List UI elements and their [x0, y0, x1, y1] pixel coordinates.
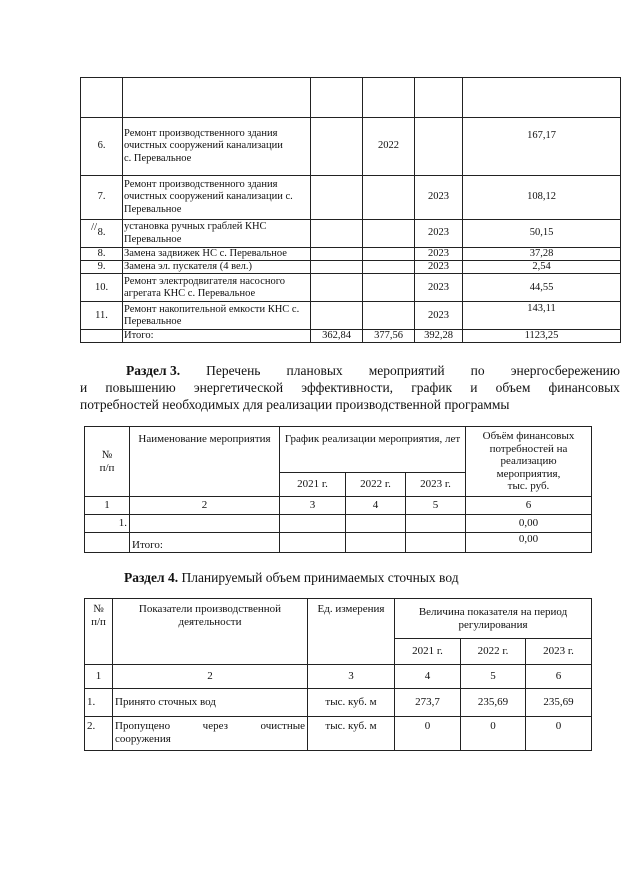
table-row: // 8. установка ручных граблей КНС Перевальное 2023 50,15	[81, 220, 621, 248]
section-4-heading: Раздел 4. Планируемый объем принимаемых сточных вод	[124, 570, 459, 585]
table-header-row: № п/п Показатели производственной деятельности Ед. измерения Величина показателя на период регулирования	[85, 599, 592, 639]
section-3-line3: потребностей необходимых для реализации производственной программы	[80, 397, 510, 412]
table-row: 7. Ремонт производственного здания очистных сооружений канализации с. Перевальное 2023 108,12	[81, 176, 621, 220]
table-header-years: 2021 г. 2022 г. 2023 г.	[85, 639, 592, 665]
table-row: 1. Принято сточных вод тыс. куб. м 273,7 235,69 235,69	[85, 689, 592, 717]
table-row: 9. Замена эл. пускателя (4 вел.) 2023 2,54	[81, 261, 621, 274]
table-row: 10. Ремонт электродвигателя насосного агрегата КНС с. Перевальное 2023 44,55	[81, 274, 621, 302]
section-3-line1: Раздел 3. Перечень плановых мероприятий по энергосбережению	[126, 363, 620, 378]
table-wastewater	[84, 598, 592, 751]
table-energy-measures	[84, 426, 592, 553]
table-colnum-row: 1 2 3 4 5 6	[85, 665, 592, 689]
table-repairs	[80, 77, 621, 343]
table-row: 2. Пропущено через очистные сооружения тыс. куб. м 0 0 0	[85, 717, 592, 751]
section-3-heading	[80, 362, 620, 413]
table-header-row: № п/п Наименование мероприятия График реализации мероприятия, лет Объём финансовых потребностей на реализацию мероприятия, тыс. руб.	[85, 427, 592, 473]
table-colnum-row: 1 2 3 4 5 6	[85, 497, 592, 515]
table-row-total: Итого: 0,00	[85, 533, 592, 553]
table-header-years: 2021 г. 2022 г. 2023 г.	[85, 473, 592, 497]
table-row-total: Итого: 362,84 377,56 392,28 1123,25	[81, 330, 621, 343]
table-row-empty-top	[81, 78, 621, 118]
table-row: 6. Ремонт производственного здания очистных сооружений канализации с. Перевальное 2022 167,17	[81, 118, 621, 176]
table-row: 1. 0,00	[85, 515, 592, 533]
handwritten-mark: //	[91, 221, 98, 233]
table-row: 8. Замена задвижек НС с. Перевальное 2023 37,28	[81, 248, 621, 261]
table-row: 11. Ремонт накопительной емкости КНС с. Перевальное 2023 143,11	[81, 302, 621, 330]
section-3-line2: и повышению энергетической эффективности, график и объем финансовых	[80, 380, 620, 395]
